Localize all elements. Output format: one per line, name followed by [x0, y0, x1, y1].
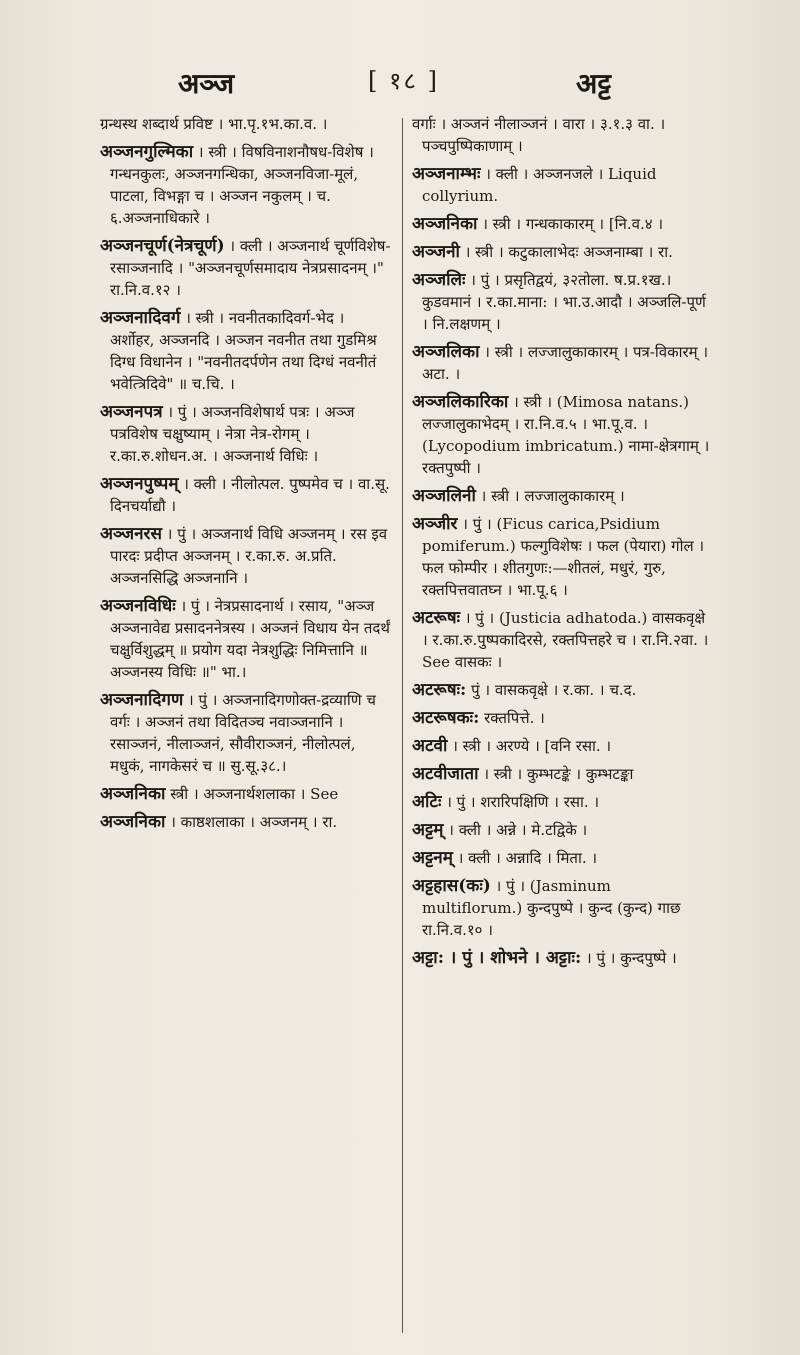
entry [100, 307, 392, 395]
headword: अञ्जनादिवर्ग [100, 308, 181, 328]
entry [412, 735, 712, 757]
entry [412, 513, 712, 601]
entry [412, 241, 712, 263]
left-column [100, 113, 392, 839]
entry [412, 847, 712, 869]
entry [412, 707, 712, 729]
entry-body: । क्ली । अन्ने । मे.टद्विके । [448, 821, 588, 839]
entry [100, 235, 392, 301]
entry-body: । पुं । अञ्जनविशेषार्थ पत्रः । अञ्ज पत्रविशेष चक्षुष्याम् । नेत्रा नेत्र-रोगम् । र.का.रु.शोधन.अ. । अञ्जनार्थ विधिः । [110, 403, 355, 465]
entry-body: । स्त्री । लज्जालुकाकारम् । [480, 487, 625, 505]
entry-body: । स्त्री । विषविनाशनौषध-विशेष । गन्धनकुलः, अञ्जनगन्धिका, अञ्जनविजा-मूलं, पाटला, विभङ्गा च । अञ्जन नकुलम् । च. ६.अञ्जनाधिकारे । [110, 143, 374, 227]
entry [412, 485, 712, 507]
entry-body: । पुं । अञ्जनार्थ विधि अञ्जनम् । रस इव पारदः प्रदीप्त अञ्जनम् । र.का.रु. अ.प्रति. अञ्जनसिद्धि अञ्जनानि । [110, 525, 388, 587]
entry [412, 269, 712, 335]
entry [100, 783, 392, 805]
entry-body: । स्त्री । लज्जालुकाकारम् । पत्र-विकारम् । अटा. । [422, 343, 709, 383]
headword: अट्टा: । पुं । शोभने । अट्टाः: [412, 948, 582, 968]
headword: अटिः [412, 792, 442, 812]
entry [412, 791, 712, 813]
entry [412, 163, 712, 207]
entry-body: । पुं । कुन्दपुष्पे । [586, 949, 677, 967]
entry [100, 595, 392, 683]
entry [412, 763, 712, 785]
headword: अटरूषः: [412, 680, 467, 700]
entry [412, 947, 712, 969]
entry-body: पुं । वासकवृक्षे । र.का. । च.द. [471, 681, 637, 699]
entry-body: रक्तपित्ते. । [484, 709, 545, 727]
entry-body: ग्रन्थस्थ शब्दार्थ प्रविष्ट । भा.पृ.१भ.का.व. । [100, 115, 328, 133]
entry [100, 113, 392, 135]
entry-body: । पुं । शरारिपक्षिणि । रसा. । [446, 793, 600, 811]
entry [100, 523, 392, 589]
headword: अट्टनम् [412, 848, 453, 868]
page-header [0, 60, 800, 100]
entry [412, 391, 712, 479]
entry-body: । पुं । अञ्जनादिगणोक्त-द्रव्याणि च वर्गः । अञ्जनं तथा विदितञ्च नवाञ्जनानि । रसाञ्जनं, नीलाञ्जनं, सौवीराञ्जनं, नीलोत्पलं, मधुकं, नागकेसरं च ॥ सु.सू.३८.। [110, 691, 376, 775]
headword: अञ्जनिका [412, 214, 478, 234]
headword: अञ्जनाम्भः [412, 164, 481, 184]
headword: अटवी [412, 736, 448, 756]
column-divider [402, 118, 403, 1333]
entry-body: । पुं । नेत्रप्रसादनार्थ । रसाय, "अञ्ज अञ्जनावेद्य प्रसादननेत्रस्य । अञ्जनं विधाय येन तदर्थं चक्षुर्विशुद्धम् ॥ प्रयोग यदा नेत्रशुद्धिः निमित्तानि ॥ अञ्जनस्य विधिः ॥" भा.। [110, 597, 390, 681]
entry-body: । पुं । (Ficus carica,Psidium pomiferum.) फल्गुविशेषः । फल (पेयारा) गोल । फल फोम्पीर । शीतगुणः:—शीतलं, मधुरं, गुरु, रक्तपित्तवातघ्न । भा.पू.६ । [422, 515, 705, 599]
headword: अटरूषः [412, 608, 461, 628]
entry [100, 473, 392, 517]
page-number: [ १८ ] [368, 67, 439, 95]
headword: अञ्जीर [412, 514, 458, 534]
headword: अटवीजाता [412, 764, 479, 784]
headword: अटरूषकः: [412, 708, 480, 728]
entry [412, 213, 712, 235]
entry-body: । स्त्री । नवनीतकादिवर्ग-भेद । अर्शोहर, अञ्जनदि । अञ्जन नवनीत तथा गुडमिश्र दिग्ध विधानेन । "नवनीतदर्पणेन तथा दिग्धं नवनीतं भवेत्त्रिदिवे" ॥ च.चि. । [110, 309, 377, 393]
entry [412, 341, 712, 385]
entry [100, 401, 392, 467]
entry-body: । पुं । प्रसृतिद्वयं, ३२तोला. ष.प्र.१ख.। कुडवमानं । र.का.माना: । भा.उ.आदौ । अञ्जलि-पूर्ण । नि.लक्षणम् । [422, 271, 706, 333]
entry-body: । क्ली । अन्नादि । मिता. । [457, 849, 598, 867]
headword: अञ्जनादिगण [100, 690, 184, 710]
headword: अञ्जलिकारिका [412, 392, 509, 412]
headword: अञ्जनरस [100, 524, 162, 544]
entry [412, 607, 712, 673]
entry-body: । स्त्री । कटुकालाभेदः अञ्जनाम्बा । रा. [464, 243, 673, 261]
entry-body: । पुं । (Justicia adhatoda.) वासकवृक्षे । र.का.रु.पुष्पकादिरसे, रक्तपित्तहरे च । रा.नि.२वा. । See वासकः । [422, 609, 709, 671]
right-column [412, 113, 712, 975]
entry-body: । पुं । (Jasminum multiflorum.) कुन्दपुष्पे । कुन्द (कुन्द) गाछ रा.नि.व.१० । [422, 877, 681, 939]
headword: अञ्जनचूर्ण(नेत्रचूर्ण) [100, 236, 225, 256]
entry [412, 819, 712, 841]
entry [412, 875, 712, 941]
entry [100, 811, 392, 833]
headword: अट्टम् [412, 820, 444, 840]
headword: अञ्जनी [412, 242, 460, 262]
entry-body: । स्त्री । कुम्भटङ्के । कुम्भटङ्का [483, 765, 634, 783]
entry-body: । स्त्री । गन्धकाकारम् । [नि.व.४ । [482, 215, 664, 233]
entry-body: । क्ली । अञ्जनार्थ चूर्णविशेष-रसाञ्जनादि । "अञ्जनचूर्णसमादाय नेत्रप्रसादनम् ।" रा.नि.व.१२ । [110, 237, 391, 299]
entry-body: स्त्री । अञ्जनार्थशलाका । See [170, 785, 339, 803]
headword: अञ्जनगुल्मिका [100, 142, 194, 162]
entry-body: । स्त्री । (Mimosa natans.) लज्जालुकाभेदम् । रा.नि.व.५ । भा.पू.व. । (Lycopodium imbricatum.) नामा-क्षेत्रगाम् । रक्तपुष्पी । [422, 393, 710, 477]
headword: अञ्जलिका [412, 342, 480, 362]
headword: अञ्जनविधिः [100, 596, 176, 616]
entry [100, 689, 392, 777]
header-left-word: अञ्ज [178, 67, 235, 100]
headword: अञ्जनिका [100, 784, 166, 804]
headword: अञ्जनपत्र [100, 402, 163, 422]
entry-body: । क्ली । अञ्जनजले । Liquid collyrium. [422, 165, 657, 205]
headword: अञ्जलिः [412, 270, 466, 290]
entry-body: । क्ली । नीलोत्पल. पुष्पमेव च । वा.सू. दिनचर्याद्यौ । [110, 475, 390, 515]
entry [100, 141, 392, 229]
entry-body: । काष्ठशलाका । अञ्जनम् । रा. [170, 813, 338, 831]
headword: अञ्जनिका [100, 812, 166, 832]
entry-body: । स्त्री । अरण्ये । [वनि रसा. । [452, 737, 612, 755]
headword: अञ्जनपुष्पम् [100, 474, 179, 494]
header-right-word: अट्ट [576, 67, 612, 100]
headword: अट्टहास(कः) [412, 876, 491, 896]
headword: अञ्जलिनी [412, 486, 476, 506]
entry-body: वर्गाः । अञ्जनं नीलाञ्जनं । वारा । ३.१.३ वा. । पञ्चपुष्पिकाणाम् । [412, 115, 666, 155]
entry [412, 679, 712, 701]
entry [412, 113, 712, 157]
